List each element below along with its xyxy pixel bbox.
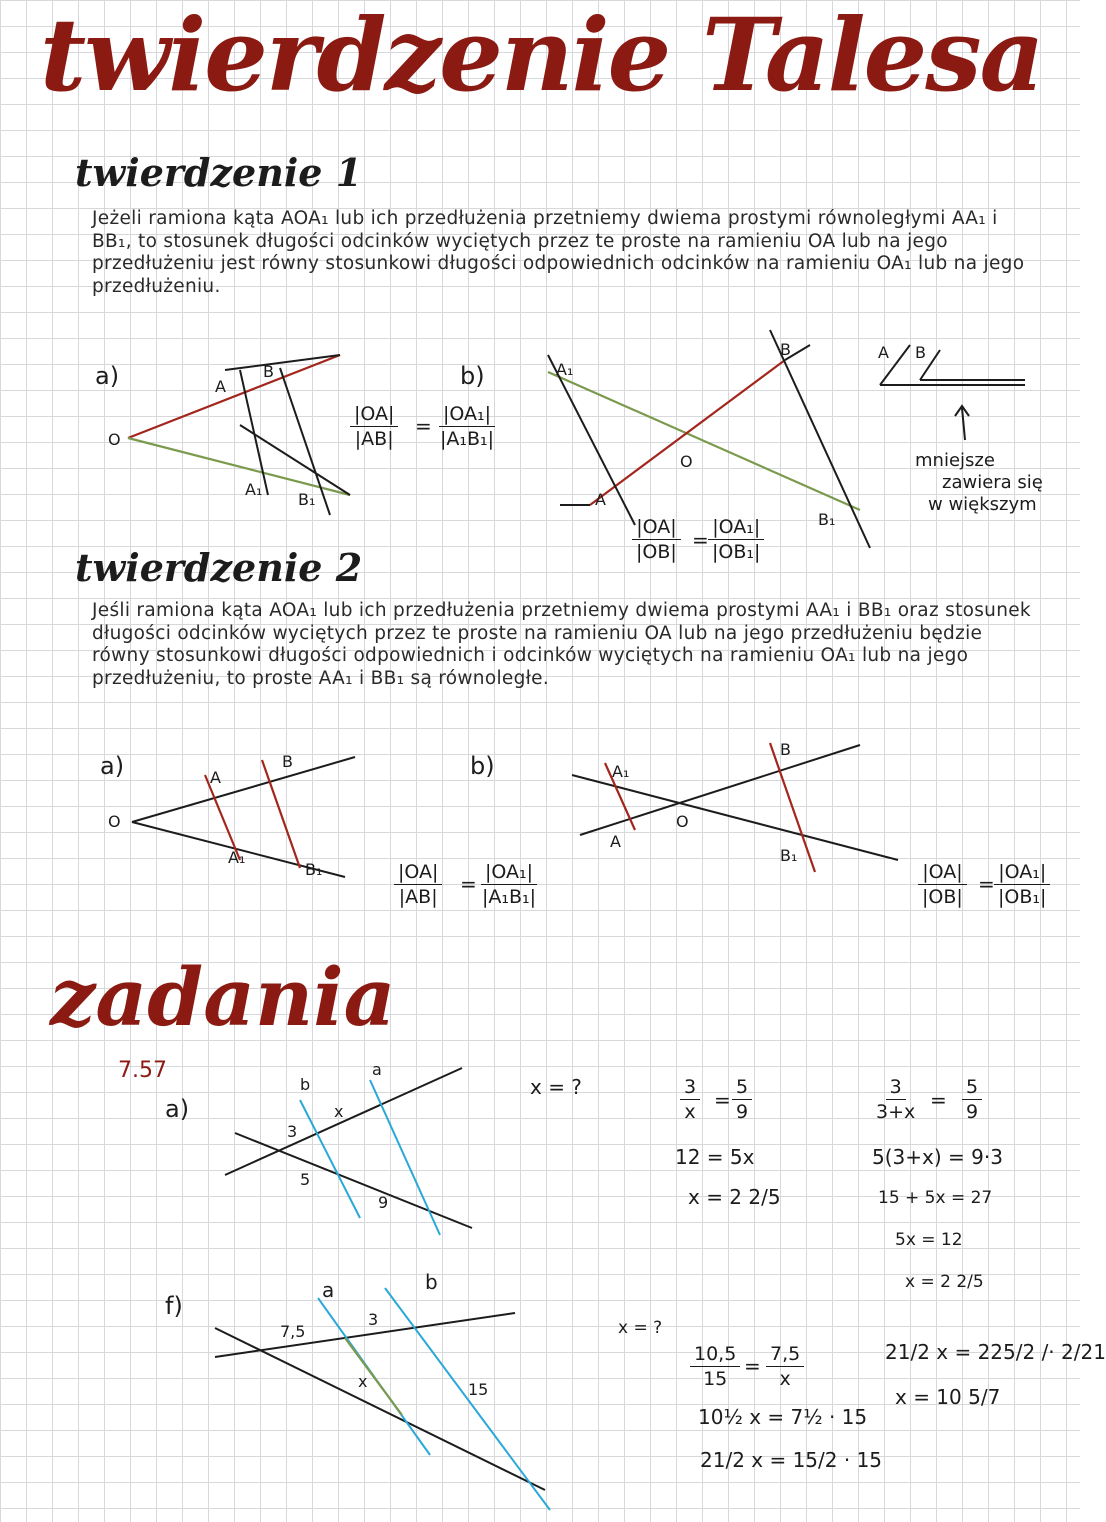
task-f-sol1-frac2 [766,1342,804,1391]
t2b-num-1: |OA| [918,860,966,885]
task-a-line-a: a [372,1060,382,1079]
task-a-sol1-line2: 12 = 5x [675,1145,755,1169]
t2a-point-A1: A₁ [228,848,246,867]
task-f-figure [215,1288,550,1510]
task-f-question: x = ? [618,1318,663,1338]
task-a-sol1-line3: x = 2 2/5 [688,1185,781,1209]
t1a-point-O: O [108,430,121,449]
task-a-seg-3: 3 [287,1122,298,1141]
t1-label-b: b) [460,362,485,390]
t2b-equals: = [978,872,995,896]
t1b-point-O: O [680,452,693,471]
t2-label-b: b) [470,752,495,780]
theorem-1-heading: twierdzenie 1 [75,150,363,195]
t2a-ratio-right [478,860,540,909]
t1-side-sketch [880,345,1025,440]
t2a-point-B1: B₁ [305,860,323,879]
task-a-sol2-frac2 [962,1075,982,1124]
t1b-point-A: A [595,490,606,509]
t1a-point-B: B [263,362,274,381]
t1b-num-2: |OA₁| [708,515,764,540]
task-a-sol2-line3: 15 + 5x = 27 [878,1188,993,1208]
t2a-num-1: |OA| [394,860,442,885]
t1b-den-1: |OB| [636,541,677,563]
task-f-seg-x: x [358,1372,368,1391]
task-number: 7.57 [118,1058,167,1083]
task-a-figure [225,1068,472,1235]
t2a-den-1: |AB| [398,886,438,908]
task-f-sol1-line2: 10½ x = 7½ · 15 [698,1405,868,1429]
task-a-sol1-d1: x [684,1101,696,1123]
t1b-ratio-left [632,515,681,564]
task-a-sol2-frac1 [872,1075,919,1124]
task-a-sol1-eq: = [714,1088,731,1112]
t1a-ratio-right [436,402,498,451]
t2b-point-B: B [780,740,791,759]
t2a-den-2: |A₁B₁| [482,886,537,908]
task-f-sol2-line1: 21/2 x = 225/2 /· 2/21 [885,1340,1106,1364]
t2b-point-O: O [676,812,689,831]
t1a-den-1: |AB| [354,428,394,450]
t1b-den-2: |OB₁| [712,541,761,563]
task-a-sol2-eq: = [930,1088,947,1112]
task-a-sol2-line5: x = 2 2/5 [905,1272,984,1292]
task-a-question: x = ? [530,1075,582,1099]
t2a-point-B: B [282,752,293,771]
task-a-line-b: b [300,1075,311,1094]
task-f-label: f) [165,1292,183,1320]
task-a-sol2-n1: 3 [886,1075,906,1100]
t2a-ratio-left [394,860,442,909]
t1b-ratio-right [708,515,764,564]
t2b-den-2: |OB₁| [998,886,1047,908]
task-a-sol2-d2: 9 [966,1101,979,1123]
side-point-B: B [915,343,926,362]
t2b-ratio-left [918,860,967,909]
t1a-ratio-left [350,402,398,451]
t2a-point-O: O [108,812,121,831]
tasks-heading: zadania [50,950,396,1044]
task-f-sol1-n2: 7,5 [766,1342,804,1367]
task-a-sol1-d2: 9 [736,1101,749,1123]
task-a-seg-9: 9 [378,1193,389,1212]
side-note-3: w większym [928,494,1037,515]
task-f-sol1-n1: 10,5 [690,1342,740,1367]
task-a-sol2-n2: 5 [962,1075,982,1100]
t1a-num-2: |OA₁| [439,402,495,427]
task-a-seg-5: 5 [300,1170,311,1189]
task-f-seg-75: 7,5 [280,1322,306,1341]
task-a-sol1-n1: 3 [680,1075,700,1100]
side-note-1: mniejsze [915,450,995,471]
task-f-sol1-line3: 21/2 x = 15/2 · 15 [700,1448,883,1472]
task-f-line-a: a [322,1278,335,1302]
t2b-point-B1: B₁ [780,846,798,865]
t1b-point-B: B [780,340,791,359]
task-a-sol1-n2: 5 [732,1075,752,1100]
task-f-sol1-frac1 [690,1342,740,1391]
task-f-line-b: b [425,1270,438,1294]
task-f-seg-3: 3 [368,1310,379,1329]
task-f-sol2-line2: x = 10 5/7 [895,1385,1001,1409]
t1a-num-1: |OA| [350,402,398,427]
theorem-1-text: Jeżeli ramiona kąta AOA₁ lub ich przedłużenia przetniemy dwiema prostymi równoległymi AA₁ i BB₁, to stosunek długości odcinków wyciętych przez te proste na ramieniu OA lub na jego przedłużeniu jest równy stosunkowi długości odpowiednich odcinków na ramieniu OA₁ lub na jego przedłużeniu. [92,208,1025,297]
t1-label-a: a) [95,362,120,390]
side-note-2: zawiera się [942,472,1043,493]
t2b-num-2: |OA₁| [994,860,1050,885]
t1a-den-2: |A₁B₁| [440,428,495,450]
theorem-2-heading: twierdzenie 2 [75,545,363,590]
task-a-sol2-line2: 5(3+x) = 9·3 [872,1145,1003,1169]
t1a-point-B1: B₁ [298,490,316,509]
t1b-num-1: |OA| [632,515,680,540]
t1b-point-A1: A₁ [556,360,574,379]
t1b-point-B1: B₁ [818,510,836,529]
t1a-equals: = [415,414,432,438]
t1b-equals: = [692,528,709,552]
task-a-label: a) [165,1095,190,1123]
task-f-seg-15: 15 [468,1380,489,1399]
t2a-num-2: |OA₁| [481,860,537,885]
task-a-seg-x: x [334,1102,344,1121]
task-a-sol2-d1: 3+x [876,1101,916,1123]
task-a-sol2-line4: 5x = 12 [895,1230,963,1250]
t1a-point-A1: A₁ [245,480,263,499]
t2b-ratio-right [994,860,1050,909]
t2b-point-A: A [610,832,621,851]
t2b-point-A1: A₁ [612,762,630,781]
task-a-sol1-frac1 [680,1075,700,1124]
t1a-point-A: A [215,377,226,396]
t2a-equals: = [460,872,477,896]
task-f-sol1-d2: x [779,1368,791,1390]
t2a-point-A: A [210,768,221,787]
page-title: twierdzenie Talesa [40,0,1043,114]
t2-label-a: a) [100,752,125,780]
theorem-2-text: Jeśli ramiona kąta AOA₁ lub ich przedłużenia przetniemy dwiema prostymi AA₁ i BB₁ oraz stosunek długości odcinków wyciętych przez te proste na ramieniu OA lub na jego przedłużeniu będzie równy stosunkowi długości odpowiednich i odcinków wyciętych na ramieniu OA₁ lub na jego przedłużeniu, to proste AA₁ i BB₁ są równoległe. [92,600,1031,689]
task-f-sol1-eq: = [744,1354,761,1378]
t1-figure-a [128,355,350,515]
task-f-sol1-d1: 15 [703,1368,728,1390]
task-a-sol1-frac2 [732,1075,752,1124]
side-point-A: A [878,343,889,362]
t2b-den-1: |OB| [922,886,963,908]
